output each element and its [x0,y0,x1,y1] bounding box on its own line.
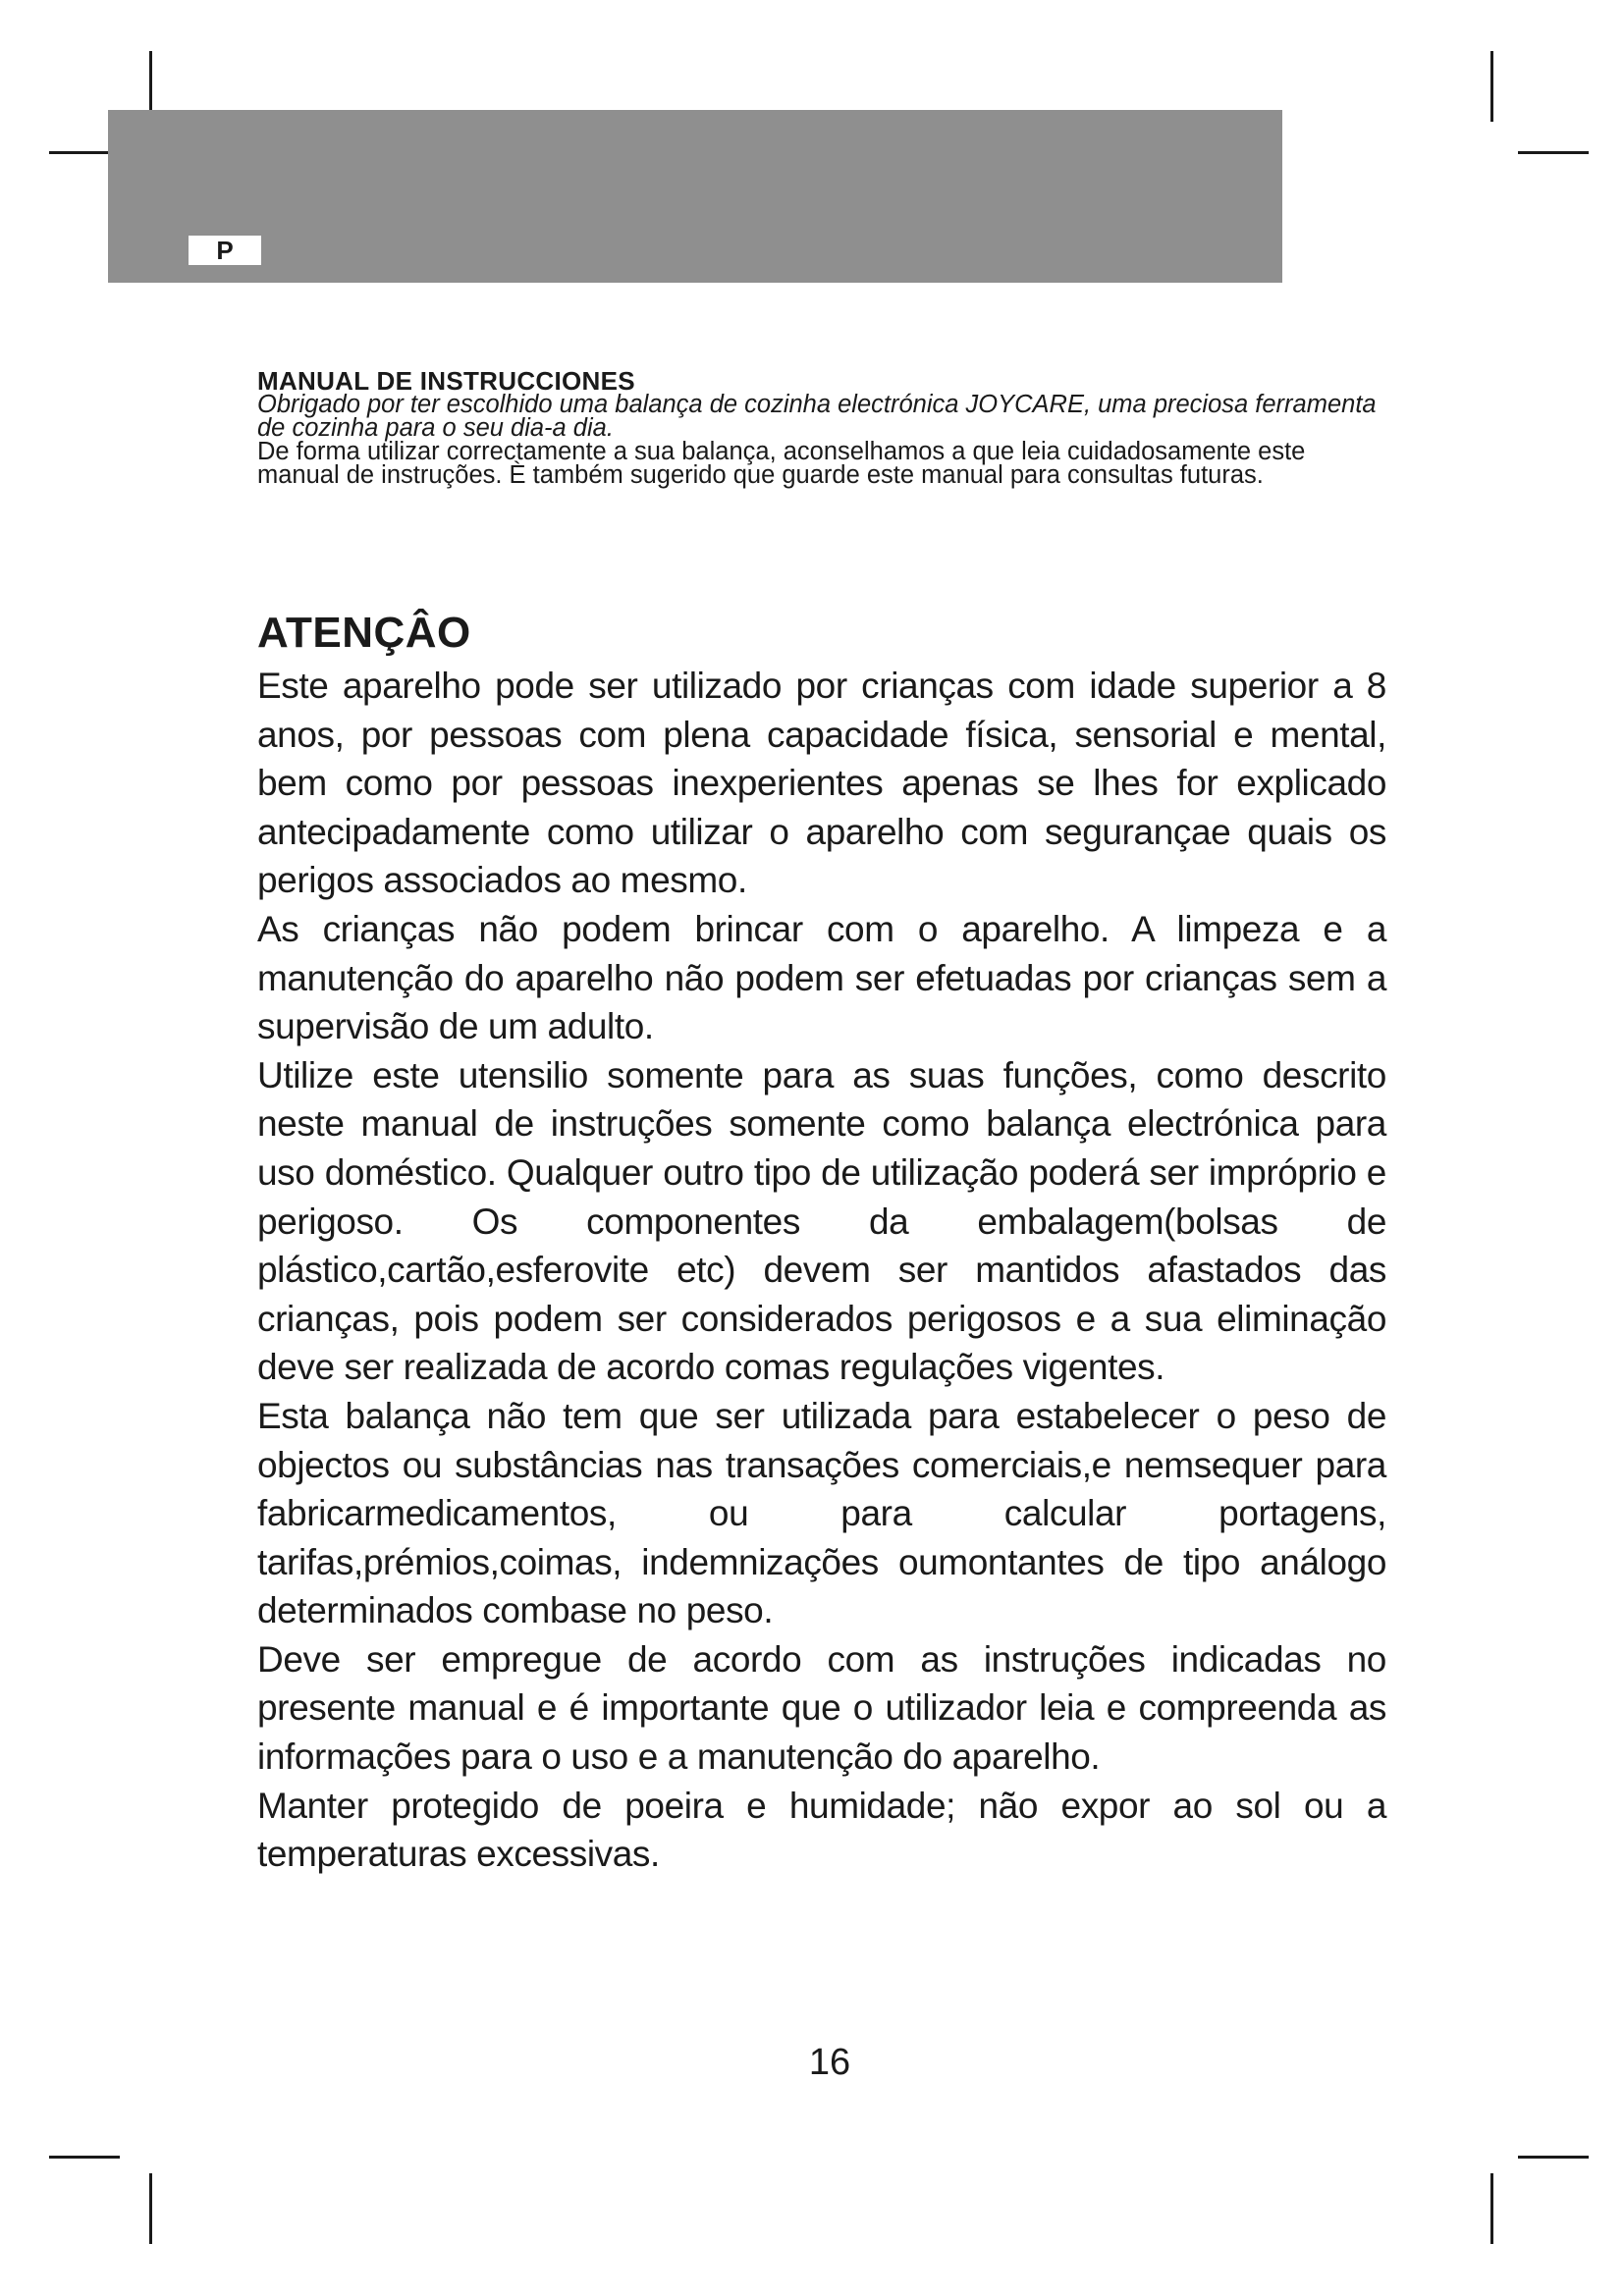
thanks-text: Obrigado por ter escolhido uma balança de cozinha electrónica JOYCARE, uma preciosa ferramenta de cozinha para o seu dia-a dia. [257,391,1377,442]
crop-mark-top-right-horizontal [1518,151,1589,154]
warning-paragraph: Deve ser empregue de acordo com as instruções indicadas no presente manual e é importante que o utilizador leia e compreenda as informações para o uso e a manutenção do aparelho. [257,1638,1386,1778]
warning-paragraph: Utilize este utensilio somente para as suas funções, como descrito neste manual de instruções somente como balança electrónica para uso doméstico. Qualquer outro tipo de utilização poderá ser impróprio e perigoso. Os componentes da embalagem(bolsas de plástico,cartão,esferovite etc) devem ser mantidos afastados das crianças, pois podem ser considerados perigosos e a sua eliminação deve ser realizada de acordo comas regulações vigentes. [257,1054,1386,1388]
warning-paragraph: Esta balança não tem que ser utilizada para estabelecer o peso de objectos ou substâncias nas transações comerciais,e nemsequer para fabricarmedicamentos, ou para calcular portagens, tarifas,prémios,coimas, indemnizações oumontantes de tipo análogo determinados combase no peso. [257,1395,1386,1631]
intro-section [257,366,1384,489]
warning-paragraph: Manter protegido de poeira e humidade; não expor ao sol ou a temperaturas excessivas. [257,1785,1386,1875]
manual-heading: MANUAL DE INSTRUCCIONES [257,366,635,396]
advice-text: De forma utilizar correctamente a sua balança, aconselhamos a que leia cuidadosamente este manual de instruções. È também sugerido que guarde este manual para consultas futuras. [257,438,1306,489]
warning-paragraph: Este aparelho pode ser utilizado por crianças com idade superior a 8 anos, por pessoas com plena capacidade física, sensorial e mental, bem como por pessoas inexperientes apenas se lhes for explicado antecipadamente como utilizar o aparelho com segurançae quais os perigos associados ao mesmo. [257,666,1386,901]
header-banner [108,110,1282,283]
language-tag: P [189,236,261,265]
crop-mark-top-right-vertical [1490,51,1493,122]
warning-section [257,607,1386,1879]
crop-mark-bottom-left-vertical [149,2173,152,2244]
page-number: 16 [808,2042,851,2083]
crop-mark-bottom-right-horizontal [1518,2156,1589,2159]
crop-mark-bottom-right-vertical [1490,2173,1493,2244]
warning-paragraph: As crianças não podem brincar com o aparelho. A limpeza e a manutenção do aparelho não podem ser efetuadas por crianças sem a supervisão de um adulto. [257,908,1386,1047]
warning-title: ATENÇÂO [257,609,471,657]
crop-mark-bottom-left-horizontal [49,2156,120,2159]
